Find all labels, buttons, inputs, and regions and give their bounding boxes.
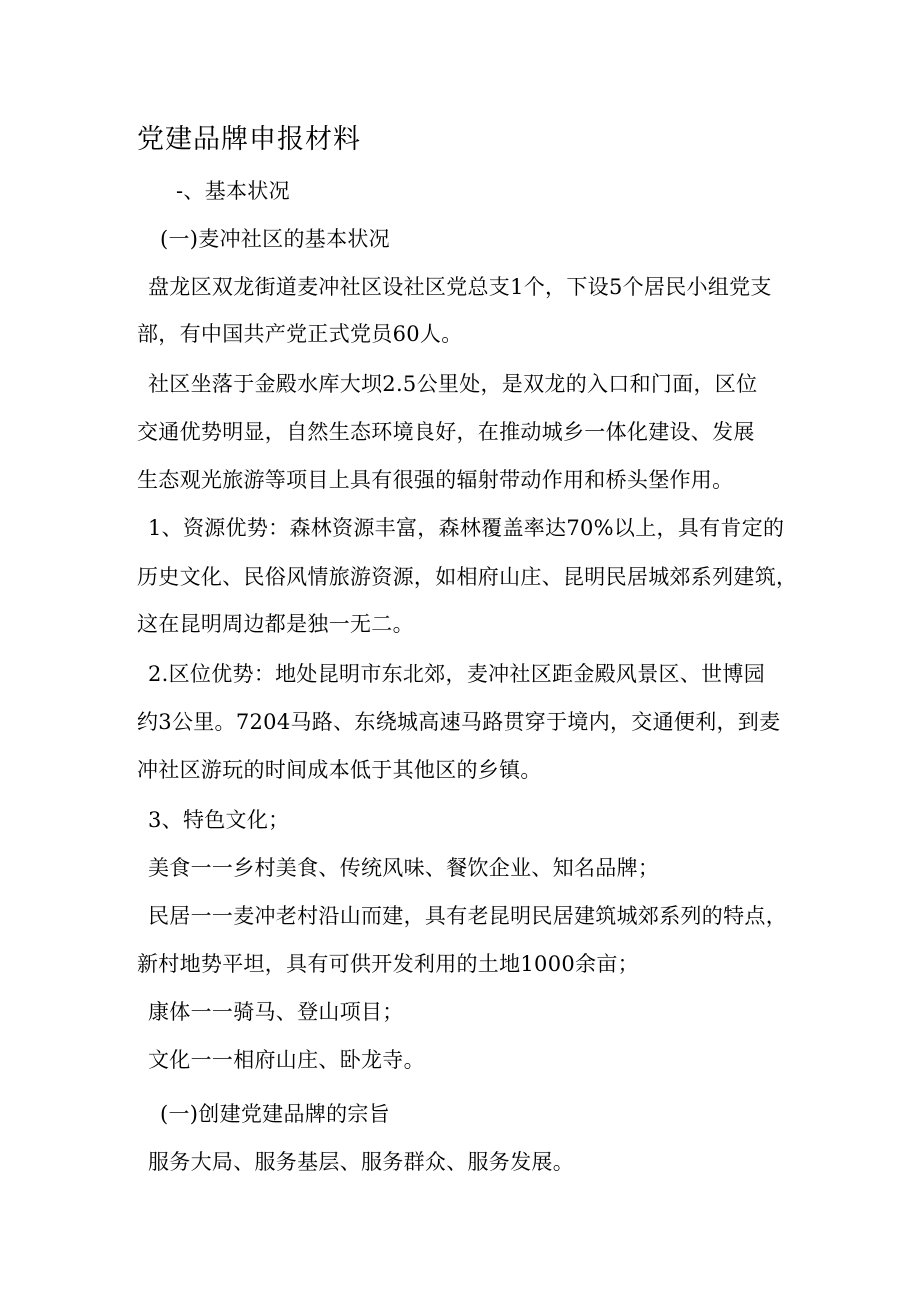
section-heading: -、基本状况 xyxy=(176,179,290,203)
paragraph-line: 服务大局、服务基层、服务群众、服务发展。 xyxy=(148,1150,574,1174)
list-item-line: 这在昆明周边都是独一无二。 xyxy=(137,612,414,636)
paragraph-line: 社区坐落于金殿水库大坝2.5公里处，是双龙的入口和门面，区位 xyxy=(148,372,758,396)
list-item-line: 2.区位优势：地处昆明市东北郊，麦冲社区距金殿风景区、世博园 xyxy=(148,662,766,686)
culture-line: 新村地势平坦，具有可供开发利用的土地1000余亩； xyxy=(137,952,639,976)
paragraph-line: 生态观光旅游等项目上具有很强的辐射带动作用和桥头堡作用。 xyxy=(137,468,734,492)
paragraph-line: 盘龙区双龙街道麦冲社区设社区党总支1个，下设5个居民小组党支 xyxy=(148,275,772,299)
culture-line: 文化一一相府山庄、卧龙寺。 xyxy=(148,1048,425,1072)
culture-line: 民居一一麦冲老村沿山而建，具有老昆明民居建筑城郊系列的特点， xyxy=(148,904,787,928)
culture-line: 美食一一乡村美食、传统风味、餐饮企业、知名品牌； xyxy=(148,856,660,880)
paragraph-line: 交通优势明显，自然生态环境良好，在推动城乡一体化建设、发展 xyxy=(137,420,755,444)
list-item-line: 历史文化、民俗风情旅游资源，如相府山庄、昆明民居城郊系列建筑， xyxy=(137,565,798,589)
subsection-heading: (一)创建党建品牌的宗旨 xyxy=(160,1102,390,1126)
paragraph-line: 部，有中国共产党正式党员60人。 xyxy=(137,322,463,346)
list-item-heading: 3、特色文化； xyxy=(148,808,290,832)
document-title: 党建品牌申报材料 xyxy=(137,124,361,155)
list-item-line: 冲社区游玩的时间成本低于其他区的乡镇。 xyxy=(137,758,542,782)
list-item-line: 1、资源优势：森林资源丰富，森林覆盖率达70%以上，具有肯定的 xyxy=(148,516,785,540)
culture-line: 康体一一骑马、登山项目； xyxy=(148,1000,404,1024)
list-item-line: 约3公里。7204马路、东绕城高速马路贯穿于境内，交通便利，到麦 xyxy=(137,710,781,734)
subsection-heading: (一)麦冲社区的基本状况 xyxy=(160,227,390,251)
